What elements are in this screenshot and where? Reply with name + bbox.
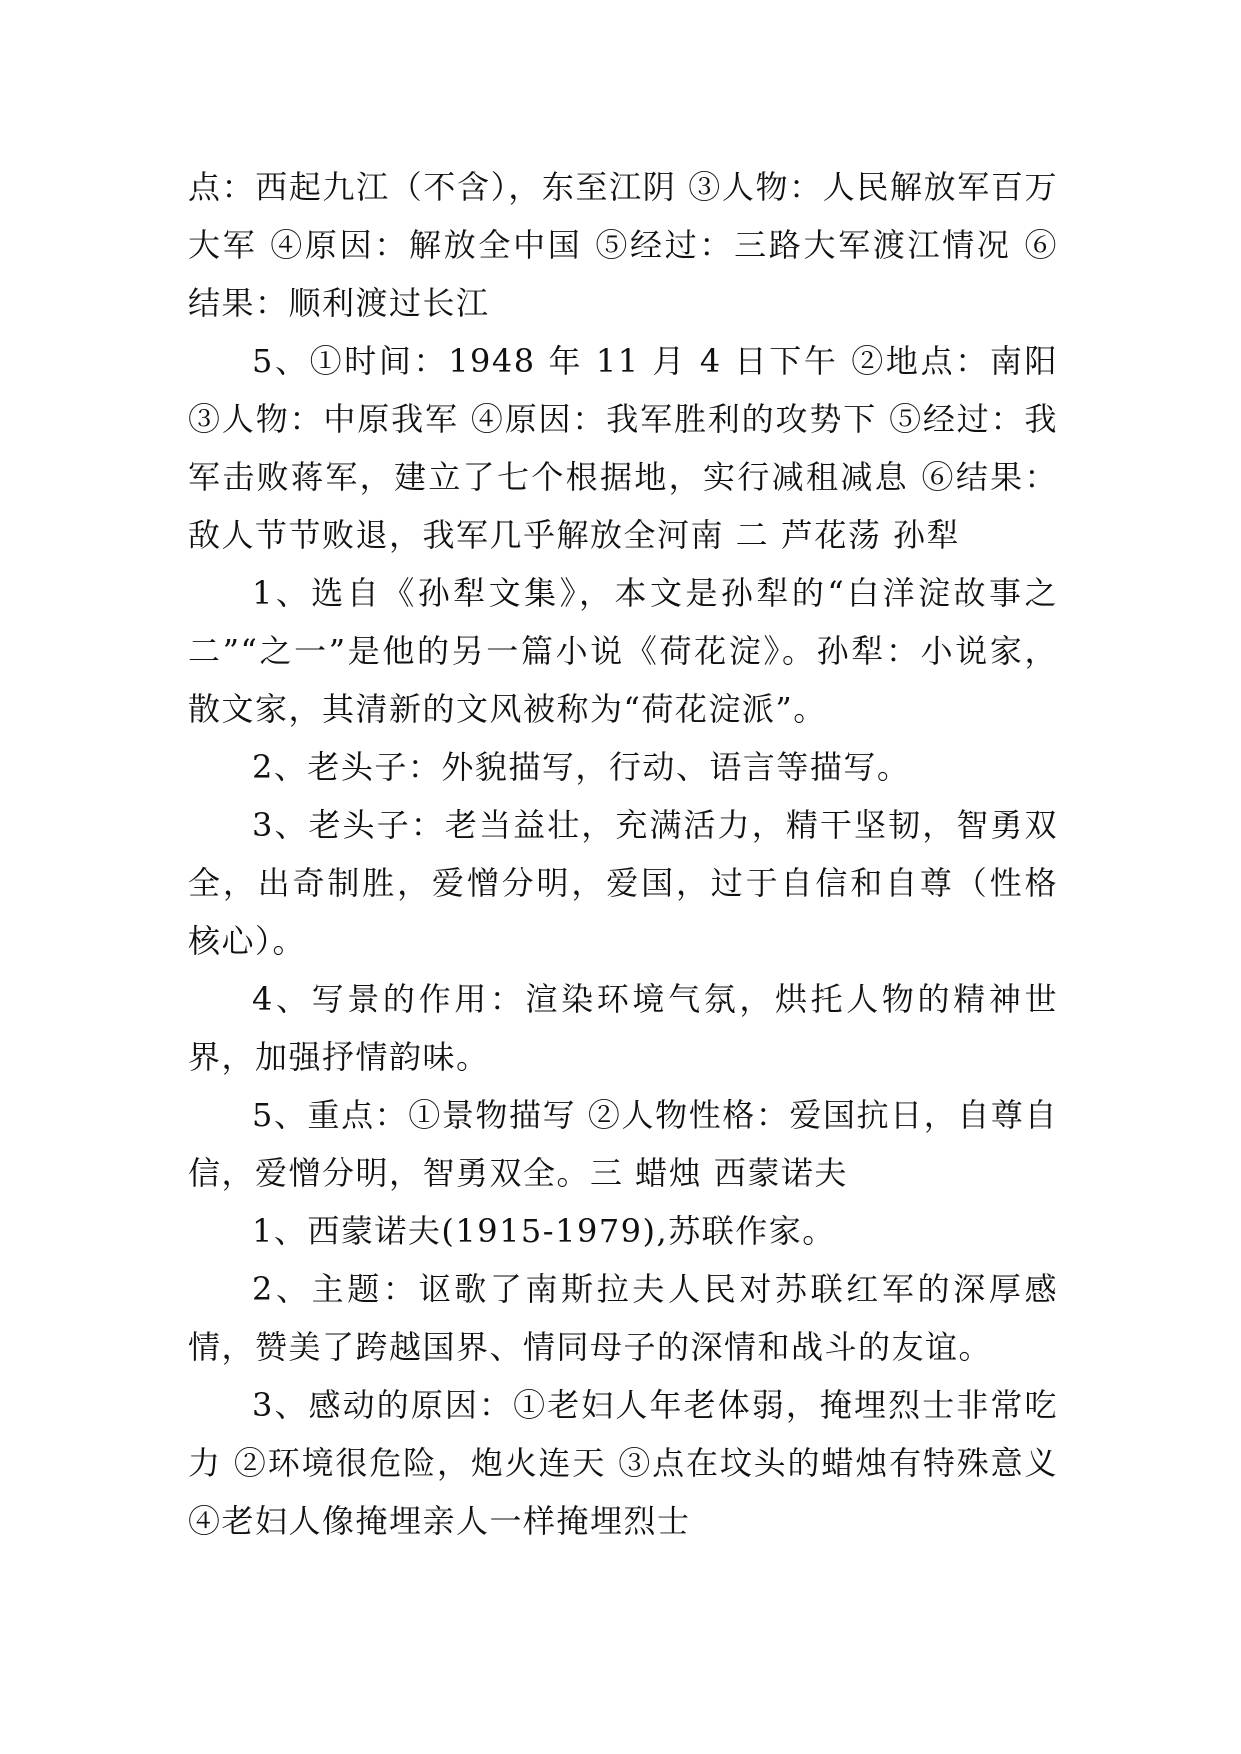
paragraph-5: 3、老头子：老当益壮，充满活力，精干坚韧，智勇双全，出奇制胜，爱憎分明，爱国，过于自信和自尊（性格核心）。 <box>188 806 1058 960</box>
document-body <box>188 158 1058 1550</box>
paragraph-8: 1、西蒙诺夫(1915-1979),苏联作家。 <box>252 1212 836 1250</box>
paragraph-9: 2、主题：讴歌了南斯拉夫人民对苏联红军的深厚感情，赞美了跨越国界、情同母子的深情和战斗的友谊。 <box>188 1270 1058 1366</box>
paragraph-1: 点：西起九江（不含），东至江阴 ③人物：人民解放军百万大军 ④原因：解放全中国 ⑤经过：三路大军渡江情况 ⑥结果：顺利渡过长江 <box>188 168 1058 322</box>
paragraph-7: 5、重点：①景物描写 ②人物性格：爱国抗日，自尊自信，爱憎分明，智勇双全。三 蜡烛 西蒙诺夫 <box>188 1096 1058 1192</box>
paragraph-10: 3、感动的原因：①老妇人年老体弱，掩埋烈士非常吃力 ②环境很危险，炮火连天 ③点在坟头的蜡烛有特殊意义④老妇人像掩埋亲人一样掩埋烈士 <box>188 1386 1058 1540</box>
paragraph-2: 5、①时间：1948 年 11 月 4 日下午 ②地点：南阳 ③人物：中原我军 ④原因：我军胜利的攻势下 ⑤经过：我军击败蒋军，建立了七个根据地，实行减租减息 ⑥结果：敌人节节败退，我军几乎解放全河南 二 芦花荡 孙犁 <box>188 342 1058 554</box>
paragraph-4: 2、老头子：外貌描写，行动、语言等描写。 <box>252 748 911 786</box>
paragraph-6: 4、写景的作用：渲染环境气氛，烘托人物的精神世界，加强抒情韵味。 <box>188 980 1058 1076</box>
paragraph-3: 1、选自《孙犁文集》，本文是孙犁的“白洋淀故事之二”“之一”是他的另一篇小说《荷花淀》。孙犁：小说家，散文家，其清新的文风被称为“荷花淀派”。 <box>188 574 1058 728</box>
